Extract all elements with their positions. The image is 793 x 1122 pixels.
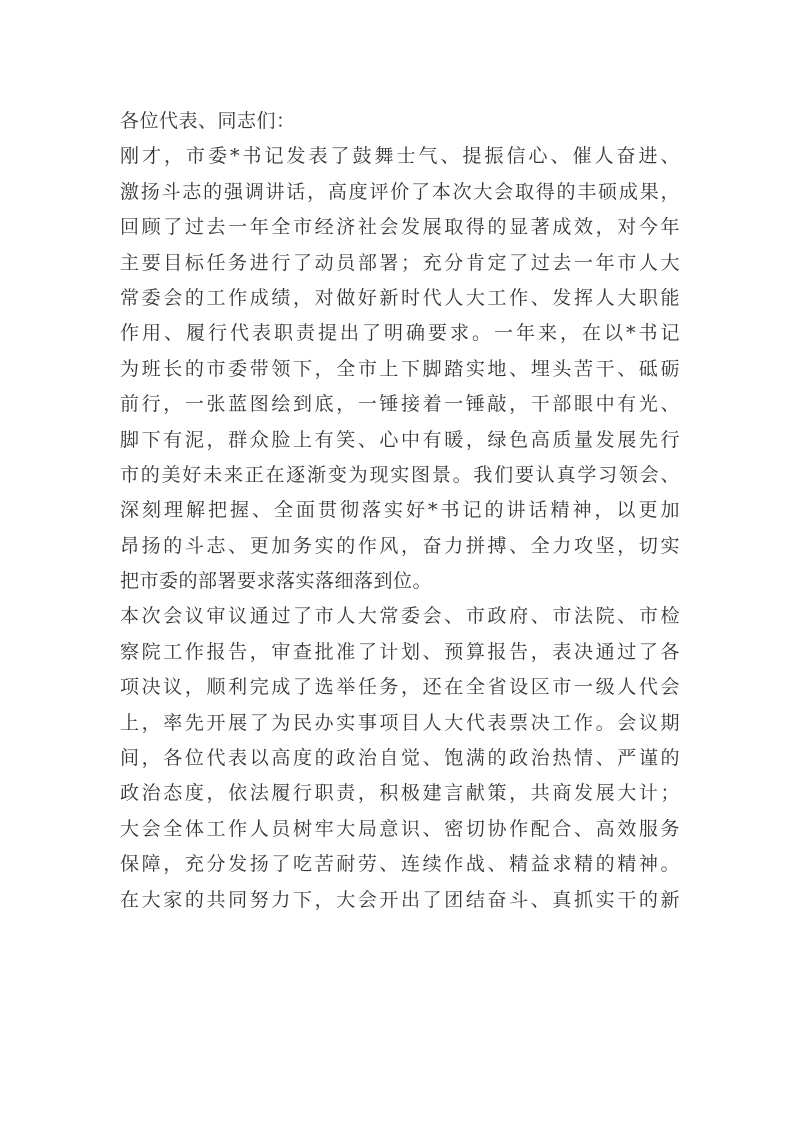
text-line: 上，率先开展了为民办实事项目人大代表票决工作。会议期: [120, 711, 680, 734]
text-line: 脚下有泥，群众脸上有笑、心中有暖，绿色高质量发展先行: [120, 428, 680, 451]
text-line: 主要目标任务进行了动员部署；充分肯定了过去一年市人大: [120, 251, 680, 274]
text-line: 大会全体工作人员树牢大局意识、密切协作配合、高效服务: [120, 817, 680, 840]
text-line: 保障，充分发扬了吃苦耐劳、连续作战、精益求精的精神。: [120, 853, 680, 876]
text-line: 间，各位代表以高度的政治自觉、饱满的政治热情、严谨的: [120, 747, 680, 770]
text-line: 在大家的共同努力下，大会开出了团结奋斗、真抓实干的新: [120, 888, 680, 911]
salutation-line: 各位代表、同志们：: [120, 110, 296, 132]
text-line: 市的美好未来正在逐渐变为现实图景。我们要认真学习领会、: [120, 463, 680, 486]
text-line: 作用、履行代表职责提出了明确要求。一年来，在以*书记: [120, 322, 680, 345]
text-line: 察院工作报告，审查批准了计划、预算报告，表决通过了各: [120, 640, 680, 663]
text-line: 为班长的市委带领下，全市上下脚踏实地、埋头苦干、砥砺: [120, 357, 680, 380]
text-line: 深刻理解把握、全面贯彻落实好*书记的讲话精神，以更加: [120, 499, 680, 522]
text-line: 昂扬的斗志、更加务实的作风，奋力拼搏、全力攻坚，切实: [120, 534, 680, 557]
text-line: 本次会议审议通过了市人大常委会、市政府、市法院、市检: [120, 605, 680, 628]
text-line: 前行，一张蓝图绘到底，一锤接着一锤敲，干部眼中有光、: [120, 393, 680, 416]
text-line: 把市委的部署要求落实落细落到位。: [120, 570, 433, 593]
text-line: 刚才，市委*书记发表了鼓舞士气、提振信心、催人奋进、: [120, 145, 680, 168]
text-line: 项决议，顺利完成了选举任务，还在全省设区市一级人代会: [120, 676, 680, 699]
document-body: [120, 104, 680, 918]
text-line: 常委会的工作成绩，对做好新时代人大工作、发挥人大职能: [120, 286, 680, 309]
text-line: 政治态度，依法履行职责，积极建言献策，共商发展大计；: [120, 782, 680, 805]
text-line: 回顾了过去一年全市经济社会发展取得的显著成效，对今年: [120, 216, 680, 239]
text-line: 激扬斗志的强调讲话，高度评价了本次大会取得的丰硕成果，: [120, 180, 680, 203]
